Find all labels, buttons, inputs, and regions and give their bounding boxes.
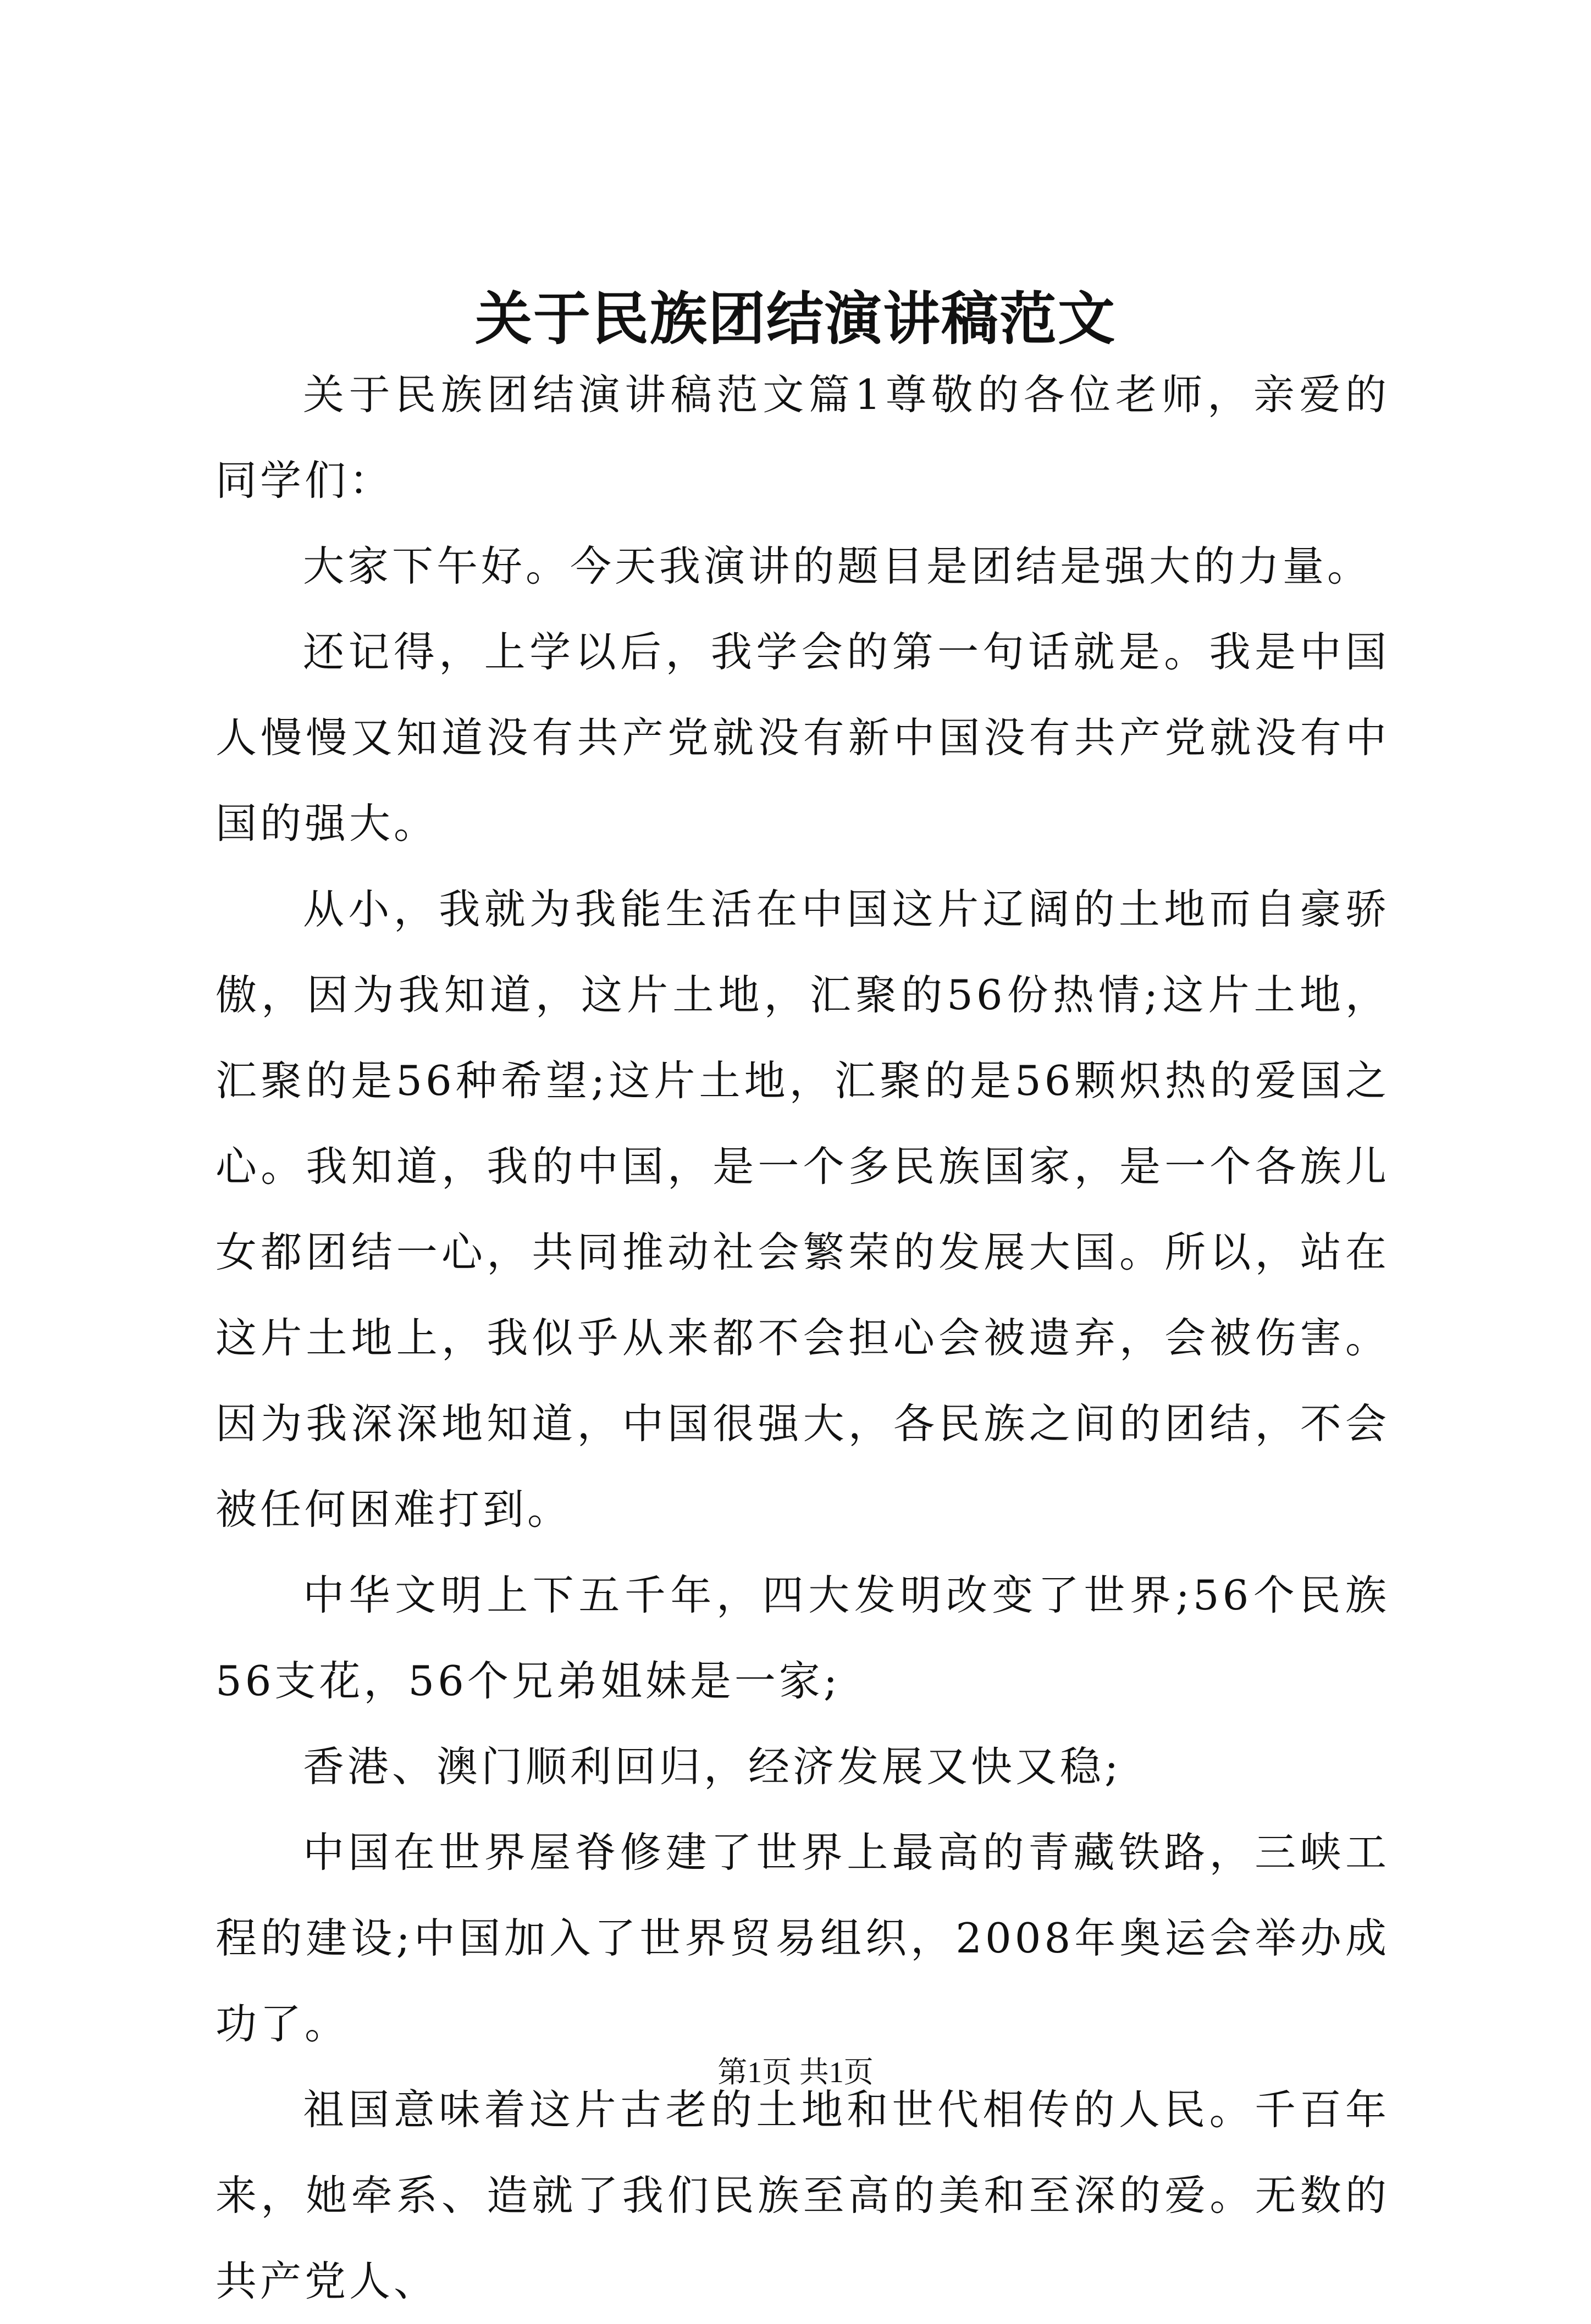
paragraph-5: 中华文明上下五千年，四大发明改变了世界;56个民族56支花，56个兄弟姐妹是一家;	[216, 1571, 1390, 1705]
paragraph-7: 中国在世界屋脊修建了世界上最高的青藏铁路，三峡工程的建设;中国加入了世界贸易组织，2008年奥运会举办成功了。	[216, 1828, 1390, 2048]
paragraph-6: 香港、澳门顺利回归，经济发展又快又稳;	[303, 1742, 1122, 1791]
paragraph-3: 还记得，上学以后，我学会的第一句话就是。我是中国人慢慢又知道没有共产党就没有新中国没有共产党就没有中国的强大。	[216, 628, 1390, 848]
paragraph-4: 从小，我就为我能生活在中国这片辽阔的土地而自豪骄傲，因为我知道，这片土地，汇聚的56份热情;这片土地，汇聚的是56种希望;这片土地，汇聚的是56颗炽热的爱国之心。我知道，我的中国，是一个多民族国家，是一个各族儿女都团结一心，共同推动社会繁荣的发展大国。所以，站在这片土地上，我似乎从来都不会担心会被遗弃，会被伤害。因为我深深地知道，中国很强大，各民族之间的团结，不会被任何困难打到。	[216, 885, 1390, 1534]
document-body	[216, 352, 1390, 2324]
paragraph-2: 大家下午好。今天我演讲的题目是团结是强大的力量。	[303, 542, 1372, 590]
paragraph-1: 关于民族团结演讲稿范文篇1尊敬的各位老师，亲爱的同学们：	[216, 370, 1390, 505]
paragraph-8: 祖国意味着这片古老的土地和世代相传的人民。千百年来，她牵系、造就了我们民族至高的美和至深的爱。无数的共产党人、	[216, 2085, 1390, 2305]
document-title: 关于民族团结演讲稿范文	[474, 285, 1116, 352]
page-number-footer: 第1页 共1页	[717, 2056, 874, 2089]
